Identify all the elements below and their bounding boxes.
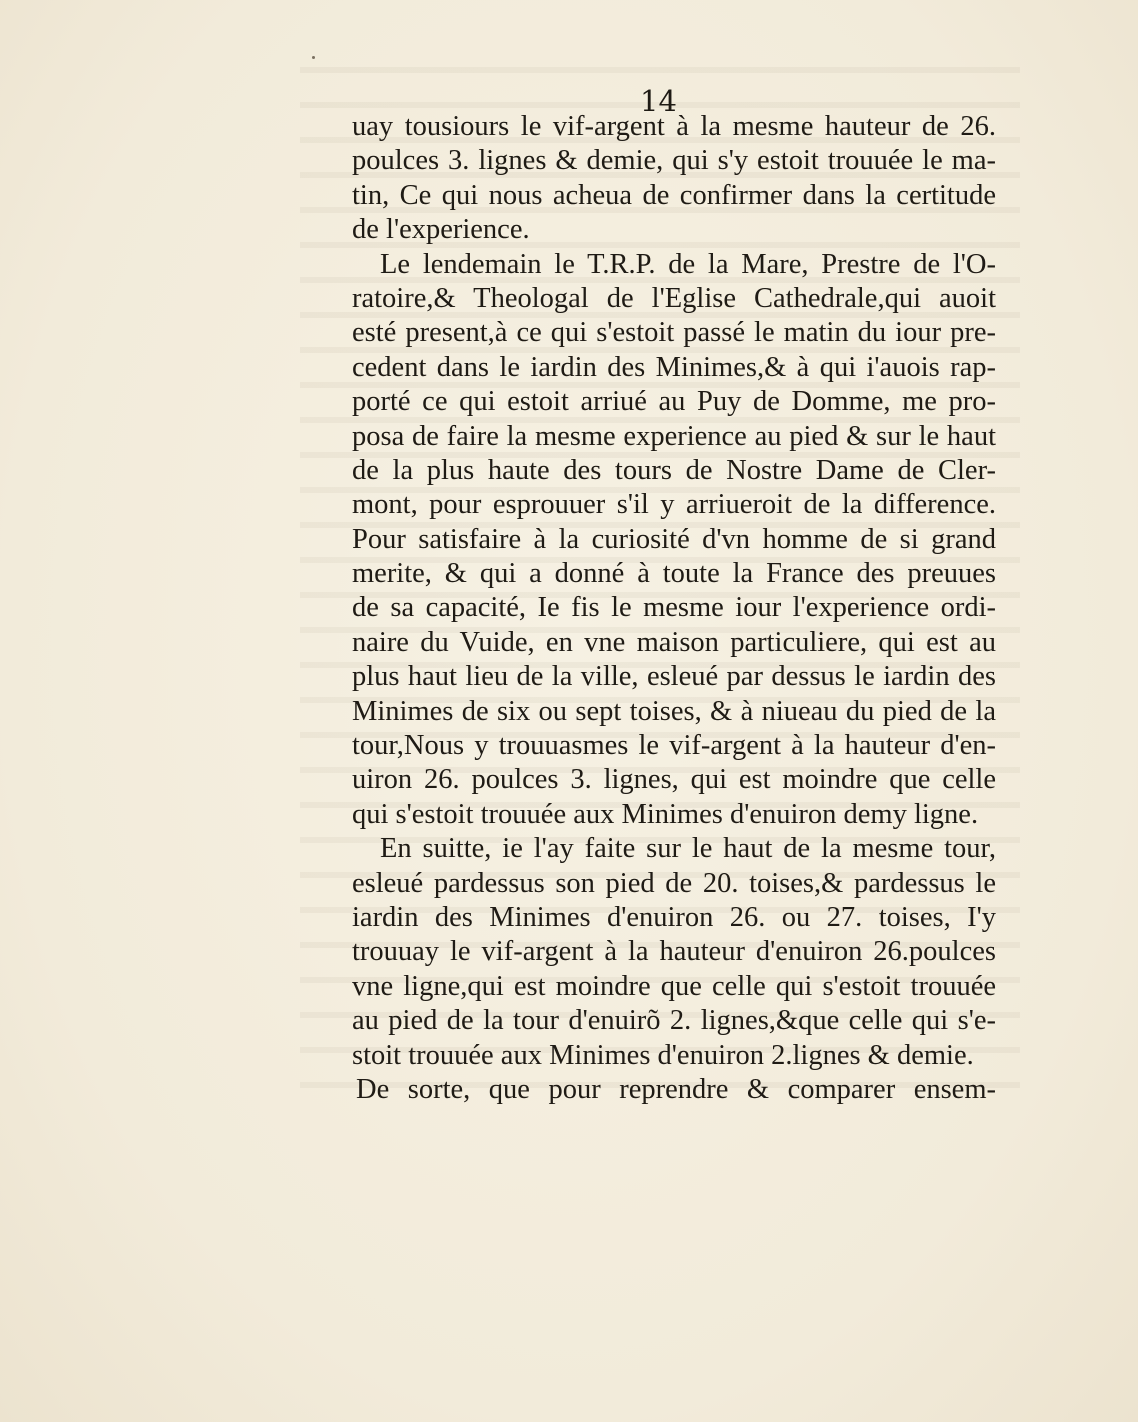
text-line: de la plus haute des tours de Nostre Dame de Cler- — [352, 454, 996, 486]
text-line: De sorte, que pour reprendre & comparer ensem- — [356, 1073, 996, 1105]
text-line: uiron 26. poulces 3. lignes, qui est moindre que celle — [352, 764, 996, 796]
text-line: mont, pour esprouuer s'il y arriueroit de la difference. — [352, 489, 996, 521]
text-line: merite, & qui a donné à toute la France des preuues — [352, 558, 996, 590]
text-line: tour,Nous y trouuasmes le vif-argent à la hauteur d'en- — [352, 730, 996, 762]
text-line: poulces 3. lignes & demie, qui s'y estoit trouuée le ma- — [352, 145, 996, 177]
text-line: de l'experience. — [352, 214, 530, 246]
text-line: uay tousiours le vif-argent à la mesme hauteur de 26. — [352, 111, 996, 142]
text-line: ratoire,& Theologal de l'Eglise Cathedrale,qui auoit — [352, 282, 996, 314]
page-number: 14 — [640, 84, 677, 118]
text-line: qui s'estoit trouuée aux Minimes d'enuiron demy ligne. — [352, 798, 979, 830]
text-line: tin, Ce qui nous acheua de confirmer dans la certitude — [352, 179, 996, 211]
body-text — [352, 110, 996, 1107]
text-line: cedent dans le iardin des Minimes,& à qui i'auois rap- — [352, 351, 996, 383]
text-line: esté present,à ce qui s'estoit passé le matin du iour pre- — [352, 317, 996, 349]
ink-speck — [312, 56, 315, 59]
text-line: trouuay le vif-argent à la hauteur d'enuiron 26.poulces — [352, 936, 996, 968]
text-line: vne ligne,qui est moindre que celle qui s'estoit trouuée — [352, 970, 996, 1002]
text-line: En suitte, ie l'ay faite sur le haut de la mesme tour, — [380, 833, 996, 865]
text-line: iardin des Minimes d'enuiron 26. ou 27. toises, I'y — [352, 901, 996, 933]
text-line: de sa capacité, Ie fis le mesme iour l'experience ordi- — [352, 592, 996, 624]
text-line: Minimes de six ou sept toises, & à niueau du pied de la — [352, 695, 996, 727]
text-line: Pour satisfaire à la curiosité d'vn homme de si grand — [352, 523, 996, 555]
text-line: posa de faire la mesme experience au pied & sur le haut — [352, 420, 996, 452]
text-line: esleué pardessus son pied de 20. toises,& pardessus le — [352, 867, 996, 899]
text-line: stoit trouuée aux Minimes d'enuiron 2.lignes & demie. — [352, 1039, 974, 1071]
text-line: au pied de la tour d'enuirõ 2. lignes,&que celle qui s'e- — [352, 1005, 996, 1037]
text-line: porté ce qui estoit arriué au Puy de Domme, me pro- — [352, 386, 996, 418]
text-line: plus haut lieu de la ville, esleué par dessus le iardin des — [352, 661, 996, 693]
text-line: Le lendemain le T.R.P. de la Mare, Prestre de l'O- — [380, 248, 996, 280]
text-line: naire du Vuide, en vne maison particuliere, qui est au — [352, 626, 996, 658]
